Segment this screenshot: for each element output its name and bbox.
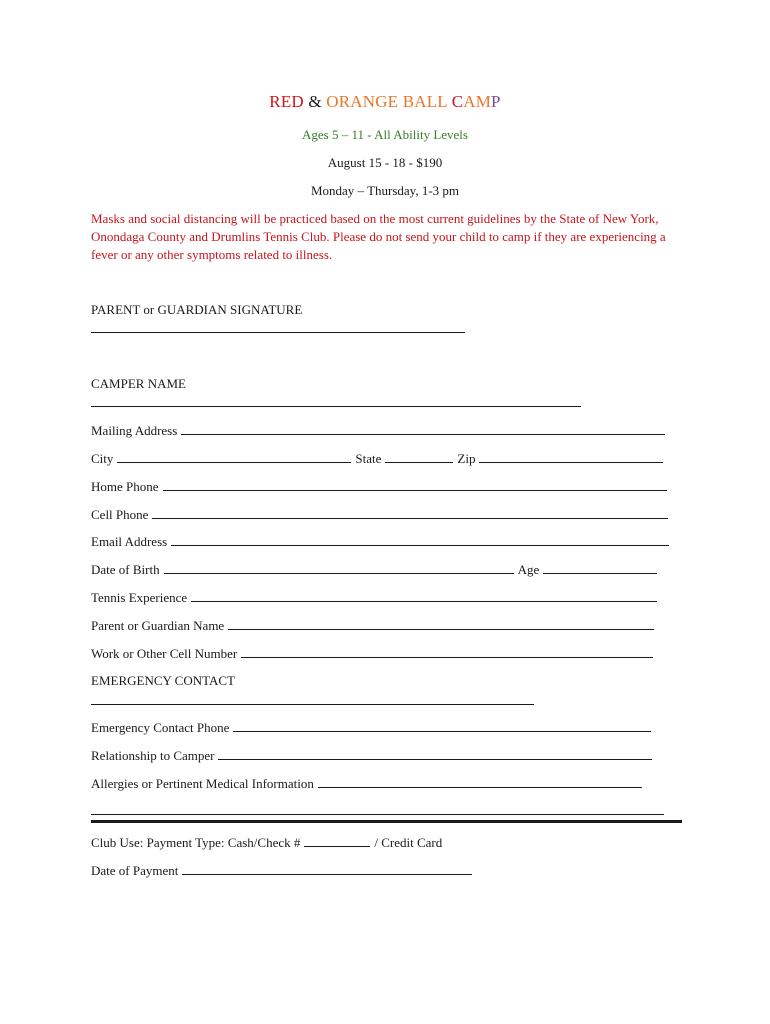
- tennis-experience-field[interactable]: [191, 589, 657, 602]
- state-label: State: [355, 451, 382, 466]
- title-am: AM: [463, 92, 492, 111]
- health-notice: Masks and social distancing will be practiced based on the most current guidelines by the State of New York, Onondaga County and Drumlins Tennis Club. Please do not send your child to camp if they are experiencing a fever or any other symptoms related to illness.: [91, 211, 666, 262]
- check-number-field[interactable]: [304, 834, 370, 847]
- home-phone-label: Home Phone: [91, 479, 159, 494]
- relationship-label: Relationship to Camper: [91, 748, 215, 763]
- tennis-experience-label: Tennis Experience: [91, 590, 188, 605]
- date-of-birth-field[interactable]: [164, 561, 514, 574]
- emergency-phone-field[interactable]: [233, 719, 651, 732]
- parent-signature-field-row: [91, 320, 469, 337]
- cell-phone-row: [91, 506, 672, 523]
- relationship-row: [91, 747, 656, 764]
- mailing-address-row: [91, 422, 669, 439]
- title-p: P: [491, 92, 501, 111]
- allergies-label: Allergies or Pertinent Medical Information: [91, 776, 314, 791]
- date-of-payment-field[interactable]: [182, 862, 472, 875]
- camper-name-field-row: [91, 394, 585, 411]
- allergies-field[interactable]: [318, 775, 642, 788]
- age-label: Age: [517, 562, 540, 577]
- title-c: C: [451, 92, 464, 111]
- mailing-address-field[interactable]: [181, 422, 665, 435]
- title-orange-ball: ORANGE BALL: [326, 92, 452, 111]
- emergency-contact-label: EMERGENCY CONTACT: [91, 673, 236, 688]
- title-ampersand: &: [303, 92, 327, 111]
- date-of-birth-label: Date of Birth: [91, 562, 160, 577]
- club-use-row: [91, 834, 442, 851]
- work-cell-row: [91, 645, 657, 662]
- parent-guardian-name-row: [91, 617, 658, 634]
- club-use-divider: [91, 820, 682, 823]
- payment-type-label: Club Use: Payment Type: Cash/Check #: [91, 835, 301, 850]
- relationship-field[interactable]: [218, 747, 652, 760]
- camper-name-field[interactable]: [91, 394, 581, 407]
- zip-field[interactable]: [479, 450, 663, 463]
- allergies-row: [91, 775, 646, 792]
- credit-card-label: / Credit Card: [374, 835, 443, 850]
- email-address-row: [91, 533, 673, 550]
- days-times-line: Monday – Thursday, 1-3 pm: [310, 183, 460, 198]
- allergies-continuation-field[interactable]: [91, 802, 664, 815]
- dates-price-line: August 15 - 18 - $190: [327, 155, 443, 170]
- emergency-contact-field[interactable]: [91, 692, 534, 705]
- title-red: RED: [269, 92, 304, 111]
- cell-phone-field[interactable]: [152, 506, 668, 519]
- emergency-phone-row: [91, 719, 655, 736]
- date-of-payment-label: Date of Payment: [91, 863, 179, 878]
- emergency-phone-label: Emergency Contact Phone: [91, 720, 230, 735]
- ages-line: Ages 5 – 11 - All Ability Levels: [302, 127, 468, 142]
- city-field[interactable]: [117, 450, 351, 463]
- zip-label: Zip: [457, 451, 476, 466]
- state-field[interactable]: [385, 450, 453, 463]
- allergies-continuation-row: [91, 802, 668, 819]
- date-of-payment-row: [91, 862, 476, 879]
- email-address-field[interactable]: [171, 533, 669, 546]
- tennis-experience-row: [91, 589, 661, 606]
- city-label: City: [91, 451, 114, 466]
- parent-guardian-name-label: Parent or Guardian Name: [91, 618, 225, 633]
- work-cell-label: Work or Other Cell Number: [91, 646, 238, 661]
- home-phone-field[interactable]: [163, 478, 667, 491]
- parent-guardian-name-field[interactable]: [228, 617, 654, 630]
- camper-name-label: CAMPER NAME: [91, 376, 186, 391]
- form-title: [0, 92, 770, 112]
- dob-age-row: [91, 561, 661, 578]
- parent-signature-label: PARENT or GUARDIAN SIGNATURE: [91, 302, 303, 317]
- mailing-address-label: Mailing Address: [91, 423, 178, 438]
- home-phone-row: [91, 478, 671, 495]
- age-field[interactable]: [543, 561, 657, 574]
- emergency-contact-field-row: [91, 692, 538, 709]
- work-cell-field[interactable]: [241, 645, 653, 658]
- cell-phone-label: Cell Phone: [91, 507, 149, 522]
- parent-signature-field[interactable]: [91, 320, 465, 333]
- city-state-zip-row: [91, 450, 667, 467]
- email-address-label: Email Address: [91, 534, 168, 549]
